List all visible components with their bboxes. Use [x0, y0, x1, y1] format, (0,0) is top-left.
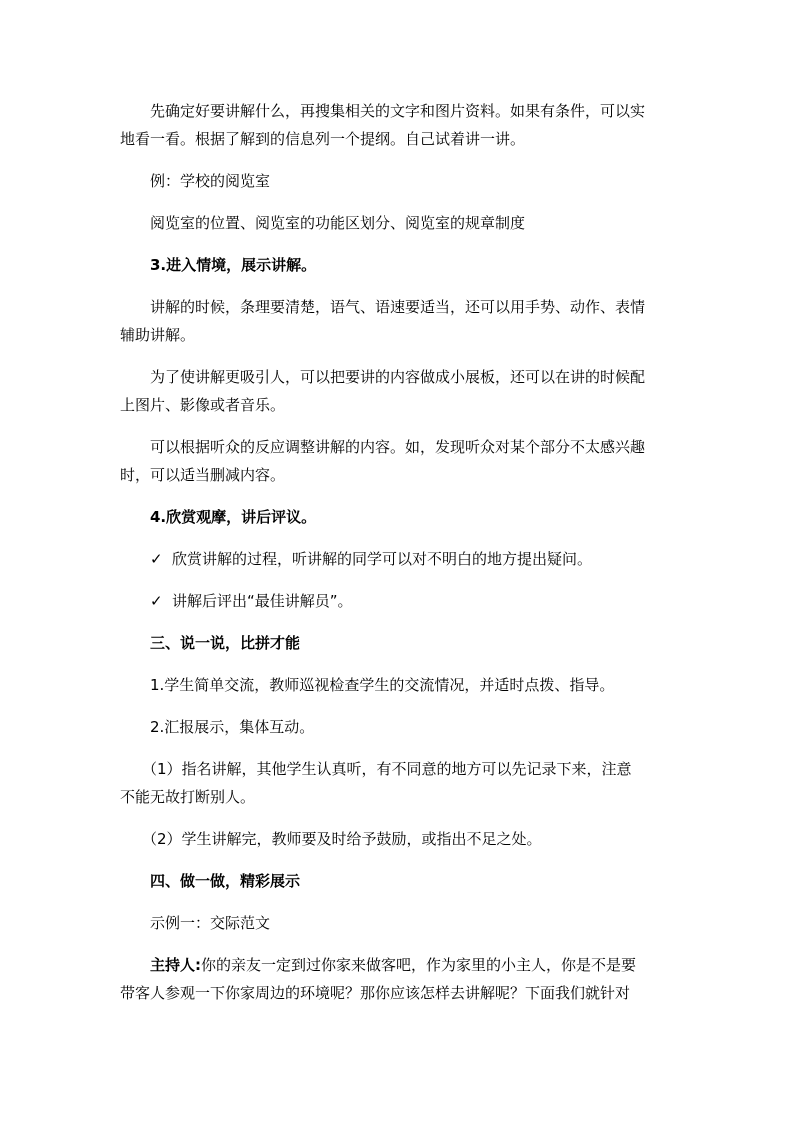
document-page — [120, 97, 676, 1021]
paragraph-line: 为了使讲解更吸引人，可以把要讲的内容做成小展板，还可以在讲的时候配 — [150, 368, 646, 386]
example-outline: 阅览室的位置、阅览室的功能区划分、阅览室的规章制度 — [150, 214, 526, 232]
paragraph-line: 带客人参观一下你家周边的环境呢？那你应该怎样去讲解呢？下面我们就针对 — [120, 984, 631, 1002]
step-heading-3: 3.进入情境，展示讲解。 — [150, 256, 317, 274]
example-label: 例：学校的阅览室 — [150, 172, 271, 190]
paragraph-adjust — [120, 433, 676, 489]
section-heading-3: 三、说一说，比拼才能 — [150, 634, 301, 652]
check-item — [120, 545, 676, 573]
paragraph-line: （2）学生讲解完，教师要及时给予鼓励，或指出不足之处。 — [142, 830, 542, 848]
paragraph-prepare — [120, 97, 676, 153]
paragraph-host — [120, 951, 676, 1007]
check-item — [120, 587, 676, 615]
paragraph-line: 辅助讲解。 — [120, 326, 196, 344]
check-item-text: 讲解后评出“最佳讲解员”。 — [172, 592, 353, 610]
host-speech: 你的亲友一定到过你家来做客吧，作为家里的小主人，你是不是要 — [201, 956, 637, 974]
paragraph-line: 先确定好要讲解什么，再搜集相关的文字和图片资料。如果有条件，可以实 — [150, 102, 646, 120]
paragraph-exchange: 1.学生简单交流，教师巡视检查学生的交流情况，并适时点拨、指导。 — [150, 676, 615, 694]
paragraph-line — [120, 951, 676, 979]
example-one-label: 示例一：交际范文 — [150, 914, 271, 932]
paragraph-attract — [120, 363, 676, 419]
paragraph-line: 上图片、影像或者音乐。 — [120, 396, 286, 414]
step-heading-4: 4.欣赏观摩，讲后评议。 — [150, 508, 317, 526]
checkmark-icon: ✓ — [150, 550, 163, 568]
paragraph-line: 可以根据听众的反应调整讲解的内容。如，发现听众对某个部分不太感兴趣 — [150, 438, 646, 456]
paragraph-encourage — [120, 825, 676, 853]
paragraph-line: 讲解的时候，条理要清楚，语气、语速要适当，还可以用手势、动作、表情 — [150, 298, 646, 316]
checkmark-icon: ✓ — [150, 592, 163, 610]
host-label: 主持人: — [150, 956, 201, 974]
paragraph-explain-tips — [120, 293, 676, 349]
paragraph-report: 2.汇报展示，集体互动。 — [150, 718, 315, 736]
paragraph-name-explain — [120, 755, 676, 811]
check-item-text: 欣赏讲解的过程，听讲解的同学可以对不明白的地方提出疑问。 — [172, 550, 593, 568]
paragraph-line: 时，可以适当删减内容。 — [120, 466, 286, 484]
paragraph-line: 地看一看。根据了解到的信息列一个提纲。自己试着讲一讲。 — [120, 130, 526, 148]
paragraph-line: （1）指名讲解，其他学生认真听，有不同意的地方可以先记录下来，注意 — [142, 760, 632, 778]
paragraph-line: 不能无故打断别人。 — [120, 788, 256, 806]
section-heading-4: 四、做一做，精彩展示 — [150, 872, 301, 890]
